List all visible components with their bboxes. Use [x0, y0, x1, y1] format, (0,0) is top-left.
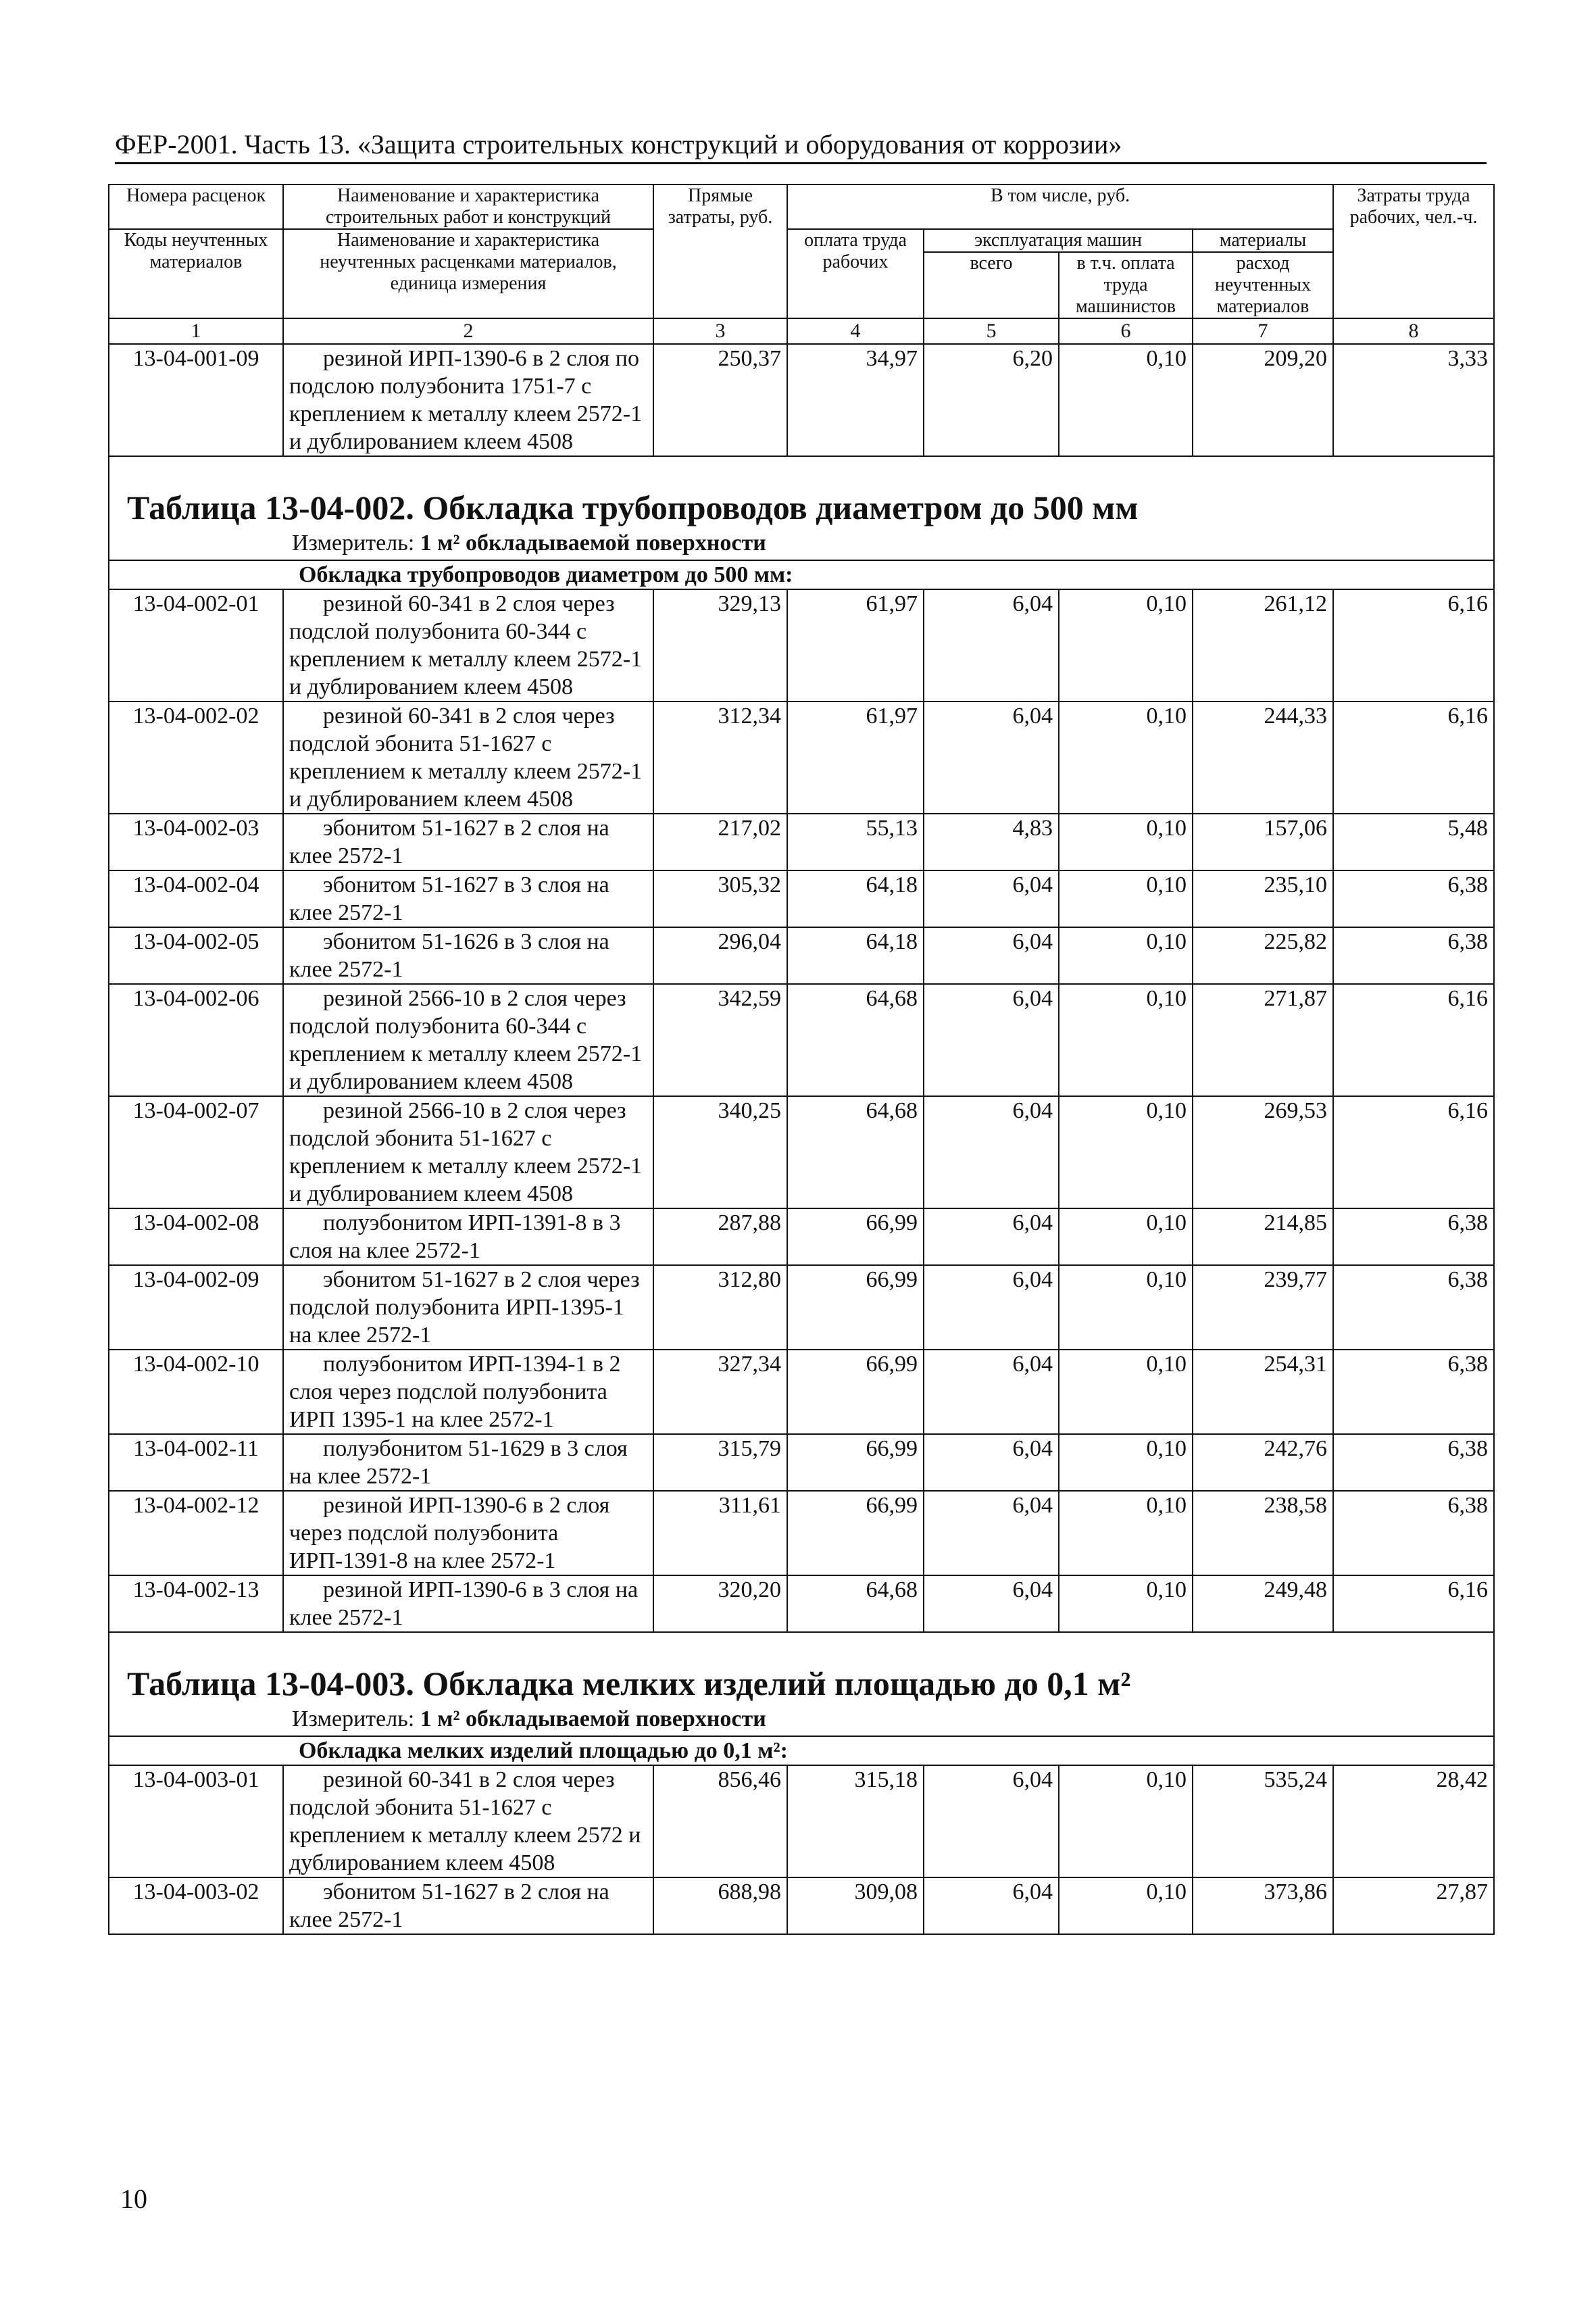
table-row: [109, 814, 1494, 870]
rate-code: 13-04-002-08: [109, 1208, 283, 1265]
work-description: резиной ИРП-1390-6 в 2 слоя по подслою полуэбонита 1751-7 с креплением к металлу клеем 2572-1 и дублированием клеем 4508: [283, 344, 653, 456]
worker-pay: 309,08: [787, 1877, 924, 1934]
materials-cost: 214,85: [1193, 1208, 1333, 1265]
labor-hours: 6,16: [1333, 701, 1494, 814]
table-row: [109, 927, 1494, 984]
work-description: полуэбонитом ИРП-1394-1 в 2 слоя через подслой полуэбонита ИРП 1395-1 на клее 2572-1: [283, 1350, 653, 1434]
section-heading: Обкладка мелких изделий площадью до 0,1 м²:: [109, 1736, 1494, 1765]
worker-pay: 64,68: [787, 1575, 924, 1632]
materials-cost: 238,58: [1193, 1491, 1333, 1575]
labor-hours: 6,38: [1333, 1208, 1494, 1265]
work-description: эбонитом 51-1627 в 2 слоя на клее 2572-1: [283, 814, 653, 870]
materials-cost: 239,77: [1193, 1265, 1333, 1350]
col-material-codes-header: Коды неучтенных материалов: [109, 229, 283, 318]
worker-pay: 315,18: [787, 1765, 924, 1877]
worker-pay: 64,18: [787, 870, 924, 927]
operator-pay: 0,10: [1059, 701, 1193, 814]
col-machines-total-header: всего: [924, 252, 1059, 318]
machines-total: 6,04: [924, 1765, 1059, 1877]
direct-costs: 312,80: [653, 1265, 787, 1350]
worker-pay: 66,99: [787, 1265, 924, 1350]
table-row: [109, 1265, 1494, 1350]
work-description: полуэбонитом 51-1629 в 3 слоя на клее 2572-1: [283, 1434, 653, 1491]
materials-cost: 269,53: [1193, 1096, 1333, 1208]
work-description: резиной 2566-10 в 2 слоя через подслой полуэбонита 60-344 с креплением к металлу клеем 2572-1 и дублированием клеем 4508: [283, 984, 653, 1096]
rates-table: [108, 184, 1495, 1935]
rate-code: 13-04-002-09: [109, 1265, 283, 1350]
rate-code: 13-04-002-04: [109, 870, 283, 927]
operator-pay: 0,10: [1059, 1096, 1193, 1208]
direct-costs: 250,37: [653, 344, 787, 456]
col-rate-number-header: Номера расценок: [109, 184, 283, 229]
rate-code: 13-04-002-06: [109, 984, 283, 1096]
rates-table-wrapper: [108, 184, 1493, 1935]
materials-cost: 225,82: [1193, 927, 1333, 984]
group-materials-header: материалы: [1193, 229, 1333, 252]
work-description: эбонитом 51-1627 в 2 слоя через подслой полуэбонита ИРП-1395-1 на клее 2572-1: [283, 1265, 653, 1350]
table-row: [109, 1575, 1494, 1632]
direct-costs: 305,32: [653, 870, 787, 927]
worker-pay: 64,68: [787, 984, 924, 1096]
worker-pay: 66,99: [787, 1491, 924, 1575]
machines-total: 6,20: [924, 344, 1059, 456]
column-number: 6: [1059, 318, 1193, 344]
direct-costs: 217,02: [653, 814, 787, 870]
materials-cost: 535,24: [1193, 1765, 1333, 1877]
table-row: [109, 589, 1494, 701]
table-row: [109, 701, 1494, 814]
work-description: резиной ИРП-1390-6 в 3 слоя на клее 2572-1: [283, 1575, 653, 1632]
column-number: 3: [653, 318, 787, 344]
labor-hours: 6,38: [1333, 1350, 1494, 1434]
work-description: полуэбонитом ИРП-1391-8 в 3 слоя на клее 2572-1: [283, 1208, 653, 1265]
labor-hours: 6,16: [1333, 1575, 1494, 1632]
rate-code: 13-04-001-09: [109, 344, 283, 456]
direct-costs: 287,88: [653, 1208, 787, 1265]
work-description: резиной 60-341 в 2 слоя через подслой полуэбонита 60-344 с креплением к металлу клеем 2572-1 и дублированием клеем 4508: [283, 589, 653, 701]
machines-total: 6,04: [924, 589, 1059, 701]
column-number: 5: [924, 318, 1059, 344]
machines-total: 6,04: [924, 1434, 1059, 1491]
col-direct-costs-header: Прямые затраты, руб.: [653, 184, 787, 318]
direct-costs: 312,34: [653, 701, 787, 814]
labor-hours: 6,38: [1333, 870, 1494, 927]
column-number: 1: [109, 318, 283, 344]
operator-pay: 0,10: [1059, 984, 1193, 1096]
machines-total: 6,04: [924, 927, 1059, 984]
operator-pay: 0,10: [1059, 814, 1193, 870]
table-row: [109, 984, 1494, 1096]
col-operator-pay-header: в т.ч. оплата труда машинистов: [1059, 252, 1193, 318]
work-description: резиной 2566-10 в 2 слоя через подслой эбонита 51-1627 с креплением к металлу клеем 2572-1 и дублированием клеем 4508: [283, 1096, 653, 1208]
direct-costs: 340,25: [653, 1096, 787, 1208]
table-row: [109, 1208, 1494, 1265]
col-material-name-header: Наименование и характеристика неучтенных расценками материалов, единица измерения: [283, 229, 653, 318]
operator-pay: 0,10: [1059, 870, 1193, 927]
worker-pay: 66,99: [787, 1350, 924, 1434]
rate-code: 13-04-002-03: [109, 814, 283, 870]
rate-code: 13-04-002-10: [109, 1350, 283, 1434]
table-gap: [109, 456, 1494, 485]
worker-pay: 66,99: [787, 1434, 924, 1491]
table-row: [109, 1877, 1494, 1934]
table-title-13-04-002: Таблица 13-04-002. Обкладка трубопроводов диаметром до 500 мм: [127, 489, 1139, 526]
operator-pay: 0,10: [1059, 1575, 1193, 1632]
work-description: эбонитом 51-1627 в 3 слоя на клее 2572-1: [283, 870, 653, 927]
rate-code: 13-04-003-01: [109, 1765, 283, 1877]
labor-hours: 3,33: [1333, 344, 1494, 456]
machines-total: 6,04: [924, 701, 1059, 814]
machines-total: 6,04: [924, 1877, 1059, 1934]
rate-code: 13-04-002-11: [109, 1434, 283, 1491]
operator-pay: 0,10: [1059, 1208, 1193, 1265]
meter-value: 1 м² обкладываемой поверхности: [420, 1706, 766, 1731]
rate-code: 13-04-002-07: [109, 1096, 283, 1208]
meter-label: Измеритель:: [292, 531, 415, 556]
machines-total: 6,04: [924, 1265, 1059, 1350]
group-machines-header: эксплуатация машин: [924, 229, 1193, 252]
work-description: резиной 60-341 в 2 слоя через подслой эбонита 51-1627 с креплением к металлу клеем 2572-1 и дублированием клеем 4508: [283, 701, 653, 814]
table-gap: [109, 1632, 1494, 1661]
labor-hours: 6,16: [1333, 984, 1494, 1096]
operator-pay: 0,10: [1059, 1265, 1193, 1350]
column-number-row: [109, 318, 1494, 344]
rate-code: 13-04-002-05: [109, 927, 283, 984]
direct-costs: 296,04: [653, 927, 787, 984]
table-row: [109, 344, 1494, 456]
table-row: [109, 1350, 1494, 1434]
materials-cost: 242,76: [1193, 1434, 1333, 1491]
materials-cost: 244,33: [1193, 701, 1333, 814]
rate-code: 13-04-002-02: [109, 701, 283, 814]
rate-code: 13-04-002-12: [109, 1491, 283, 1575]
column-number: 7: [1193, 318, 1333, 344]
column-number: 4: [787, 318, 924, 344]
table-title-13-04-003: Таблица 13-04-003. Обкладка мелких изделий площадью до 0,1 м²: [127, 1665, 1131, 1702]
worker-pay: 64,18: [787, 927, 924, 984]
direct-costs: 327,34: [653, 1350, 787, 1434]
rate-code: 13-04-002-13: [109, 1575, 283, 1632]
materials-cost: 373,86: [1193, 1877, 1333, 1934]
labor-hours: 6,38: [1333, 927, 1494, 984]
materials-cost: 271,87: [1193, 984, 1333, 1096]
machines-total: 6,04: [924, 1096, 1059, 1208]
labor-hours: 6,38: [1333, 1434, 1494, 1491]
operator-pay: 0,10: [1059, 1434, 1193, 1491]
worker-pay: 61,97: [787, 589, 924, 701]
table-meter: [109, 530, 1493, 560]
worker-pay: 64,68: [787, 1096, 924, 1208]
machines-total: 6,04: [924, 1575, 1059, 1632]
machines-total: 6,04: [924, 1350, 1059, 1434]
meter-label: Измеритель:: [292, 1706, 415, 1731]
work-description: эбонитом 51-1626 в 3 слоя на клее 2572-1: [283, 927, 653, 984]
direct-costs: 311,61: [653, 1491, 787, 1575]
materials-cost: 209,20: [1193, 344, 1333, 456]
labor-hours: 27,87: [1333, 1877, 1494, 1934]
table-meter: [109, 1706, 1493, 1736]
operator-pay: 0,10: [1059, 344, 1193, 456]
col-worker-pay-header: оплата труда рабочих: [787, 229, 924, 318]
worker-pay: 66,99: [787, 1208, 924, 1265]
operator-pay: 0,10: [1059, 1877, 1193, 1934]
column-number: 2: [283, 318, 653, 344]
operator-pay: 0,10: [1059, 927, 1193, 984]
worker-pay: 61,97: [787, 701, 924, 814]
table-row: [109, 870, 1494, 927]
group-including-header: В том числе, руб.: [787, 184, 1333, 229]
table-row: [109, 1491, 1494, 1575]
worker-pay: 55,13: [787, 814, 924, 870]
materials-cost: 261,12: [1193, 589, 1333, 701]
labor-hours: 6,38: [1333, 1491, 1494, 1575]
direct-costs: 342,59: [653, 984, 787, 1096]
labor-hours: 6,16: [1333, 1096, 1494, 1208]
work-description: резиной ИРП-1390-6 в 2 слоя через подслой полуэбонита ИРП-1391-8 на клее 2572-1: [283, 1491, 653, 1575]
machines-total: 6,04: [924, 1208, 1059, 1265]
direct-costs: 320,20: [653, 1575, 787, 1632]
direct-costs: 315,79: [653, 1434, 787, 1491]
operator-pay: 0,10: [1059, 1765, 1193, 1877]
labor-hours: 6,38: [1333, 1265, 1494, 1350]
direct-costs: 688,98: [653, 1877, 787, 1934]
direct-costs: 329,13: [653, 589, 787, 701]
table-row: [109, 1765, 1494, 1877]
labor-hours: 28,42: [1333, 1765, 1494, 1877]
meter-value: 1 м² обкладываемой поверхности: [420, 531, 766, 556]
machines-total: 6,04: [924, 870, 1059, 927]
worker-pay: 34,97: [787, 344, 924, 456]
labor-hours: 6,16: [1333, 589, 1494, 701]
work-description: резиной 60-341 в 2 слоя через подслой эбонита 51-1627 с креплением к металлу клеем 2572 и дублированием клеем 4508: [283, 1765, 653, 1877]
table-row: [109, 1434, 1494, 1491]
machines-total: 4,83: [924, 814, 1059, 870]
col-labor-hours-header: Затраты труда рабочих, чел.-ч.: [1333, 184, 1494, 318]
rate-code: 13-04-003-02: [109, 1877, 283, 1934]
materials-cost: 157,06: [1193, 814, 1333, 870]
materials-cost: 254,31: [1193, 1350, 1333, 1434]
machines-total: 6,04: [924, 1491, 1059, 1575]
materials-cost: 235,10: [1193, 870, 1333, 927]
table-row: [109, 1096, 1494, 1208]
operator-pay: 0,10: [1059, 1491, 1193, 1575]
page-number: 10: [120, 2184, 147, 2214]
operator-pay: 0,10: [1059, 589, 1193, 701]
section-heading: Обкладка трубопроводов диаметром до 500 мм:: [109, 560, 1494, 589]
column-number: 8: [1333, 318, 1494, 344]
col-unaccounted-materials-header: расход неучтенных материалов: [1193, 252, 1333, 318]
materials-cost: 249,48: [1193, 1575, 1333, 1632]
direct-costs: 856,46: [653, 1765, 787, 1877]
machines-total: 6,04: [924, 984, 1059, 1096]
rate-code: 13-04-002-01: [109, 589, 283, 701]
col-work-name-header: Наименование и характеристика строительных работ и конструкций: [283, 184, 653, 229]
page-header: ФЕР-2001. Часть 13. «Защита строительных конструкций и оборудования от коррозии»: [115, 128, 1487, 164]
work-description: эбонитом 51-1627 в 2 слоя на клее 2572-1: [283, 1877, 653, 1934]
labor-hours: 5,48: [1333, 814, 1494, 870]
operator-pay: 0,10: [1059, 1350, 1193, 1434]
